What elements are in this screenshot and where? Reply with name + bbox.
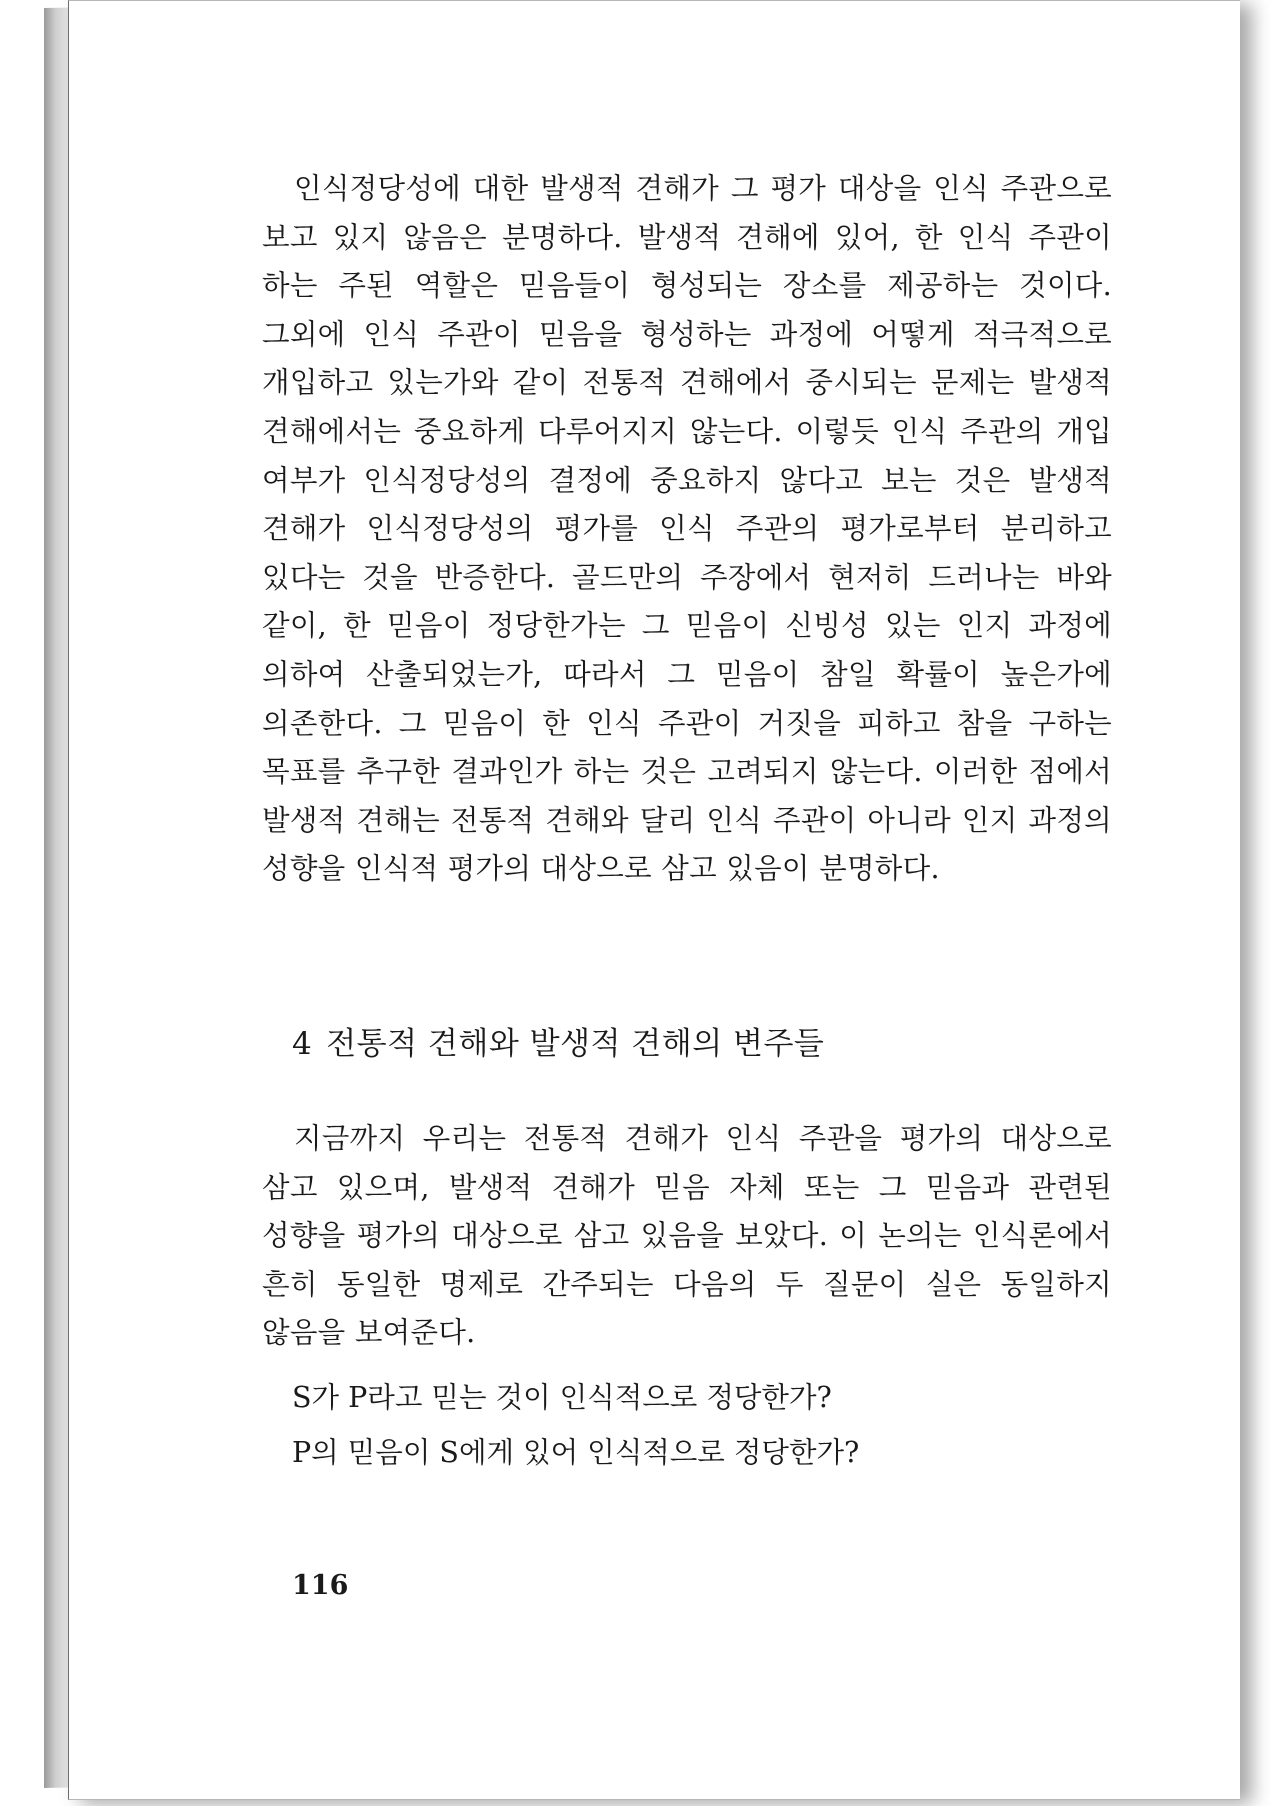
page-number: 116 [292,1570,349,1601]
question-1: S가 P라고 믿는 것이 인식적으로 정당한가? [292,1381,832,1414]
section-number: 4 [292,1026,313,1062]
paragraph-1: 인식정당성에 대한 발생적 견해가 그 평가 대상을 인식 주관으로 보고 있지 않음은 분명하다. 발생적 견해에 있어, 한 인식 주관이 하는 주된 역할은 믿음들이 형성되는 장소를 제공하는 것이다. 그외에 인식 주관이 믿음을 형성하는 과정에 어떻게 적극적으로 개입하고 있는가와 같이 전통적 견해에서 중시되는 문제는 발생적 견해에서는 중요하게 다루어지지 않는다. 이렇듯 인식 주관의 개입 여부가 인식정당성의 결정에 중요하지 않다고 보는 것은 발생적 견해가 인식정당성의 평가를 인식 주관의 평가로부터 분리하고 있다는 것을 반증한다. 골드만의 주장에서 현저히 드러나는 바와 같이, 한 믿음이 정당한가는 그 믿음이 신빙성 있는 인지 과정에 의하여 산출되었는가, 따라서 그 믿음이 참일 확률이 높은가에 의존한다. 그 믿음이 한 인식 주관이 거짓을 피하고 참을 구하는 목표를 추구한 결과인가 하는 것은 고려되지 않는다. 이러한 점에서 발생적 견해는 전통적 견해와 달리 인식 주관이 아니라 인지 과정의 성향을 인식적 평가의 대상으로 삼고 있음이 분명하다. [262,172,1112,886]
section-heading [292,1018,824,1063]
paragraph-2: 지금까지 우리는 전통적 견해가 인식 주관을 평가의 대상으로 삼고 있으며, 발생적 견해가 믿음 자체 또는 그 믿음과 관련된 성향을 평가의 대상으로 삼고 있음을 보았다. 이 논의는 인식론에서 흔히 동일한 명제로 간주되는 다음의 두 질문이 실은 동일하지 않음을 보여준다. [262,1122,1112,1350]
question-2: P의 믿음이 S에게 있어 인식적으로 정당한가? [292,1436,860,1469]
body-text-upper [262,165,1112,894]
book-edge [44,7,70,1788]
section-title: 전통적 견해와 발생적 견해의 변주들 [326,1026,825,1062]
question-list [292,1370,1112,1480]
body-text-lower [262,1115,1112,1358]
